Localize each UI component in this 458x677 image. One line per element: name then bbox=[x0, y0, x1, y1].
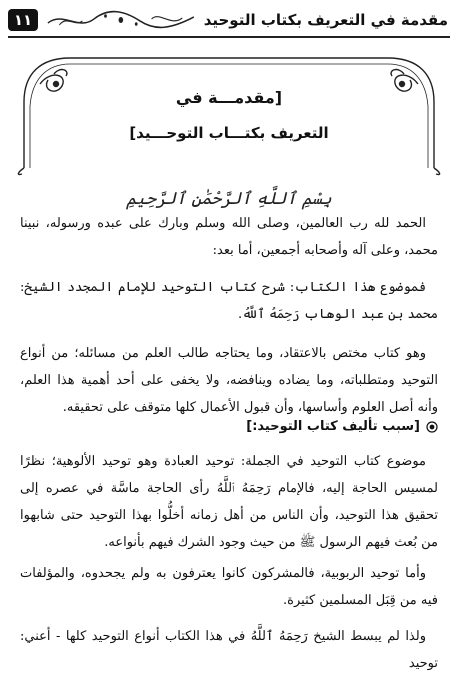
header-divider bbox=[8, 36, 450, 38]
section-heading bbox=[246, 419, 438, 434]
paragraph-rububiyyah bbox=[20, 560, 438, 614]
paragraph-reason bbox=[20, 448, 438, 556]
paragraph-text: وهو كتاب مختص بالاعتقاد، وما يحتاجه طالب العلم من مسائله؛ من أنواع التوحيد ومتطلباته، وما يضاده وينافضه، ولا يخفى على أحد أهمية هذا العلم، وأنه أصل العلوم وأساسها، وأن قبول الأعمال كلها متوقف على تحقيقه. bbox=[20, 346, 438, 415]
header-flourish-icon bbox=[44, 9, 198, 31]
paragraph-text: فموضوع هذا الكتاب: شرح كتاب التوحيد للإمام المجدد الشيخ: محمد بن عبد الوهاب رَحِمَهُ ٱللَّهُ. bbox=[20, 280, 438, 322]
paragraph-text: الحمد لله رب العالمين، وصلى الله وسلم وبارك على عبده ورسوله، نبينا محمد، وعلى آله وأصحابه أجمعين، أما بعد: bbox=[20, 216, 438, 258]
basmala: بِسْمِ ٱللَّهِ ٱلرَّحْمَٰنِ ٱلرَّحِيمِ bbox=[126, 189, 332, 209]
paragraph-topic bbox=[20, 274, 438, 328]
section-title: [سبب تأليف كتاب التوحيد:] bbox=[246, 419, 420, 434]
running-header bbox=[8, 6, 448, 34]
chapter-title-frame bbox=[10, 44, 448, 176]
page-number: ١١ bbox=[8, 9, 38, 31]
paragraph-text: موضوع كتاب التوحيد في الجملة: توحيد العبادة وهو توحيد الألوهية؛ نظرًا لمسيس الحاجة إليه، فالإمام رَحِمَهُ ٱللَّهُ رأى الحاجة ماسَّة في عصره إلى تحقيق هذا التوحيد، وأن الناس من أهل زمانه أخلُّوا بهذا التوحيد حتى شابهوا من بُعث فيهم الرسول ﷺ من حيث وجود الشرك فيهم بأنواعه. bbox=[20, 454, 438, 550]
running-title: مقدمة في التعريف بكتاب التوحيد bbox=[203, 11, 448, 29]
paragraph-text: وأما توحيد الربوبية، فالمشركون كانوا يعترفون به ولم يجحدوه، والمؤلفات فيه من قِبَل المسلمين كثيرة. bbox=[20, 566, 438, 608]
paragraph-opening bbox=[20, 210, 438, 264]
chapter-subheading: التعريف بكتـــاب التوحـــيد] bbox=[129, 124, 329, 142]
paragraph-text: ولذا لم يبسط الشيخ رَحِمَهُ ٱللَّهُ في هذا الكتاب أنواع التوحيد كلها - أعني: توحيد bbox=[20, 629, 438, 671]
paragraph-continuation bbox=[20, 623, 438, 677]
paragraph-description bbox=[20, 340, 438, 421]
chapter-heading: [مقدمـــة في bbox=[175, 88, 283, 107]
ornament-bullet-icon bbox=[426, 421, 438, 433]
ornamental-frame-icon bbox=[10, 44, 448, 176]
